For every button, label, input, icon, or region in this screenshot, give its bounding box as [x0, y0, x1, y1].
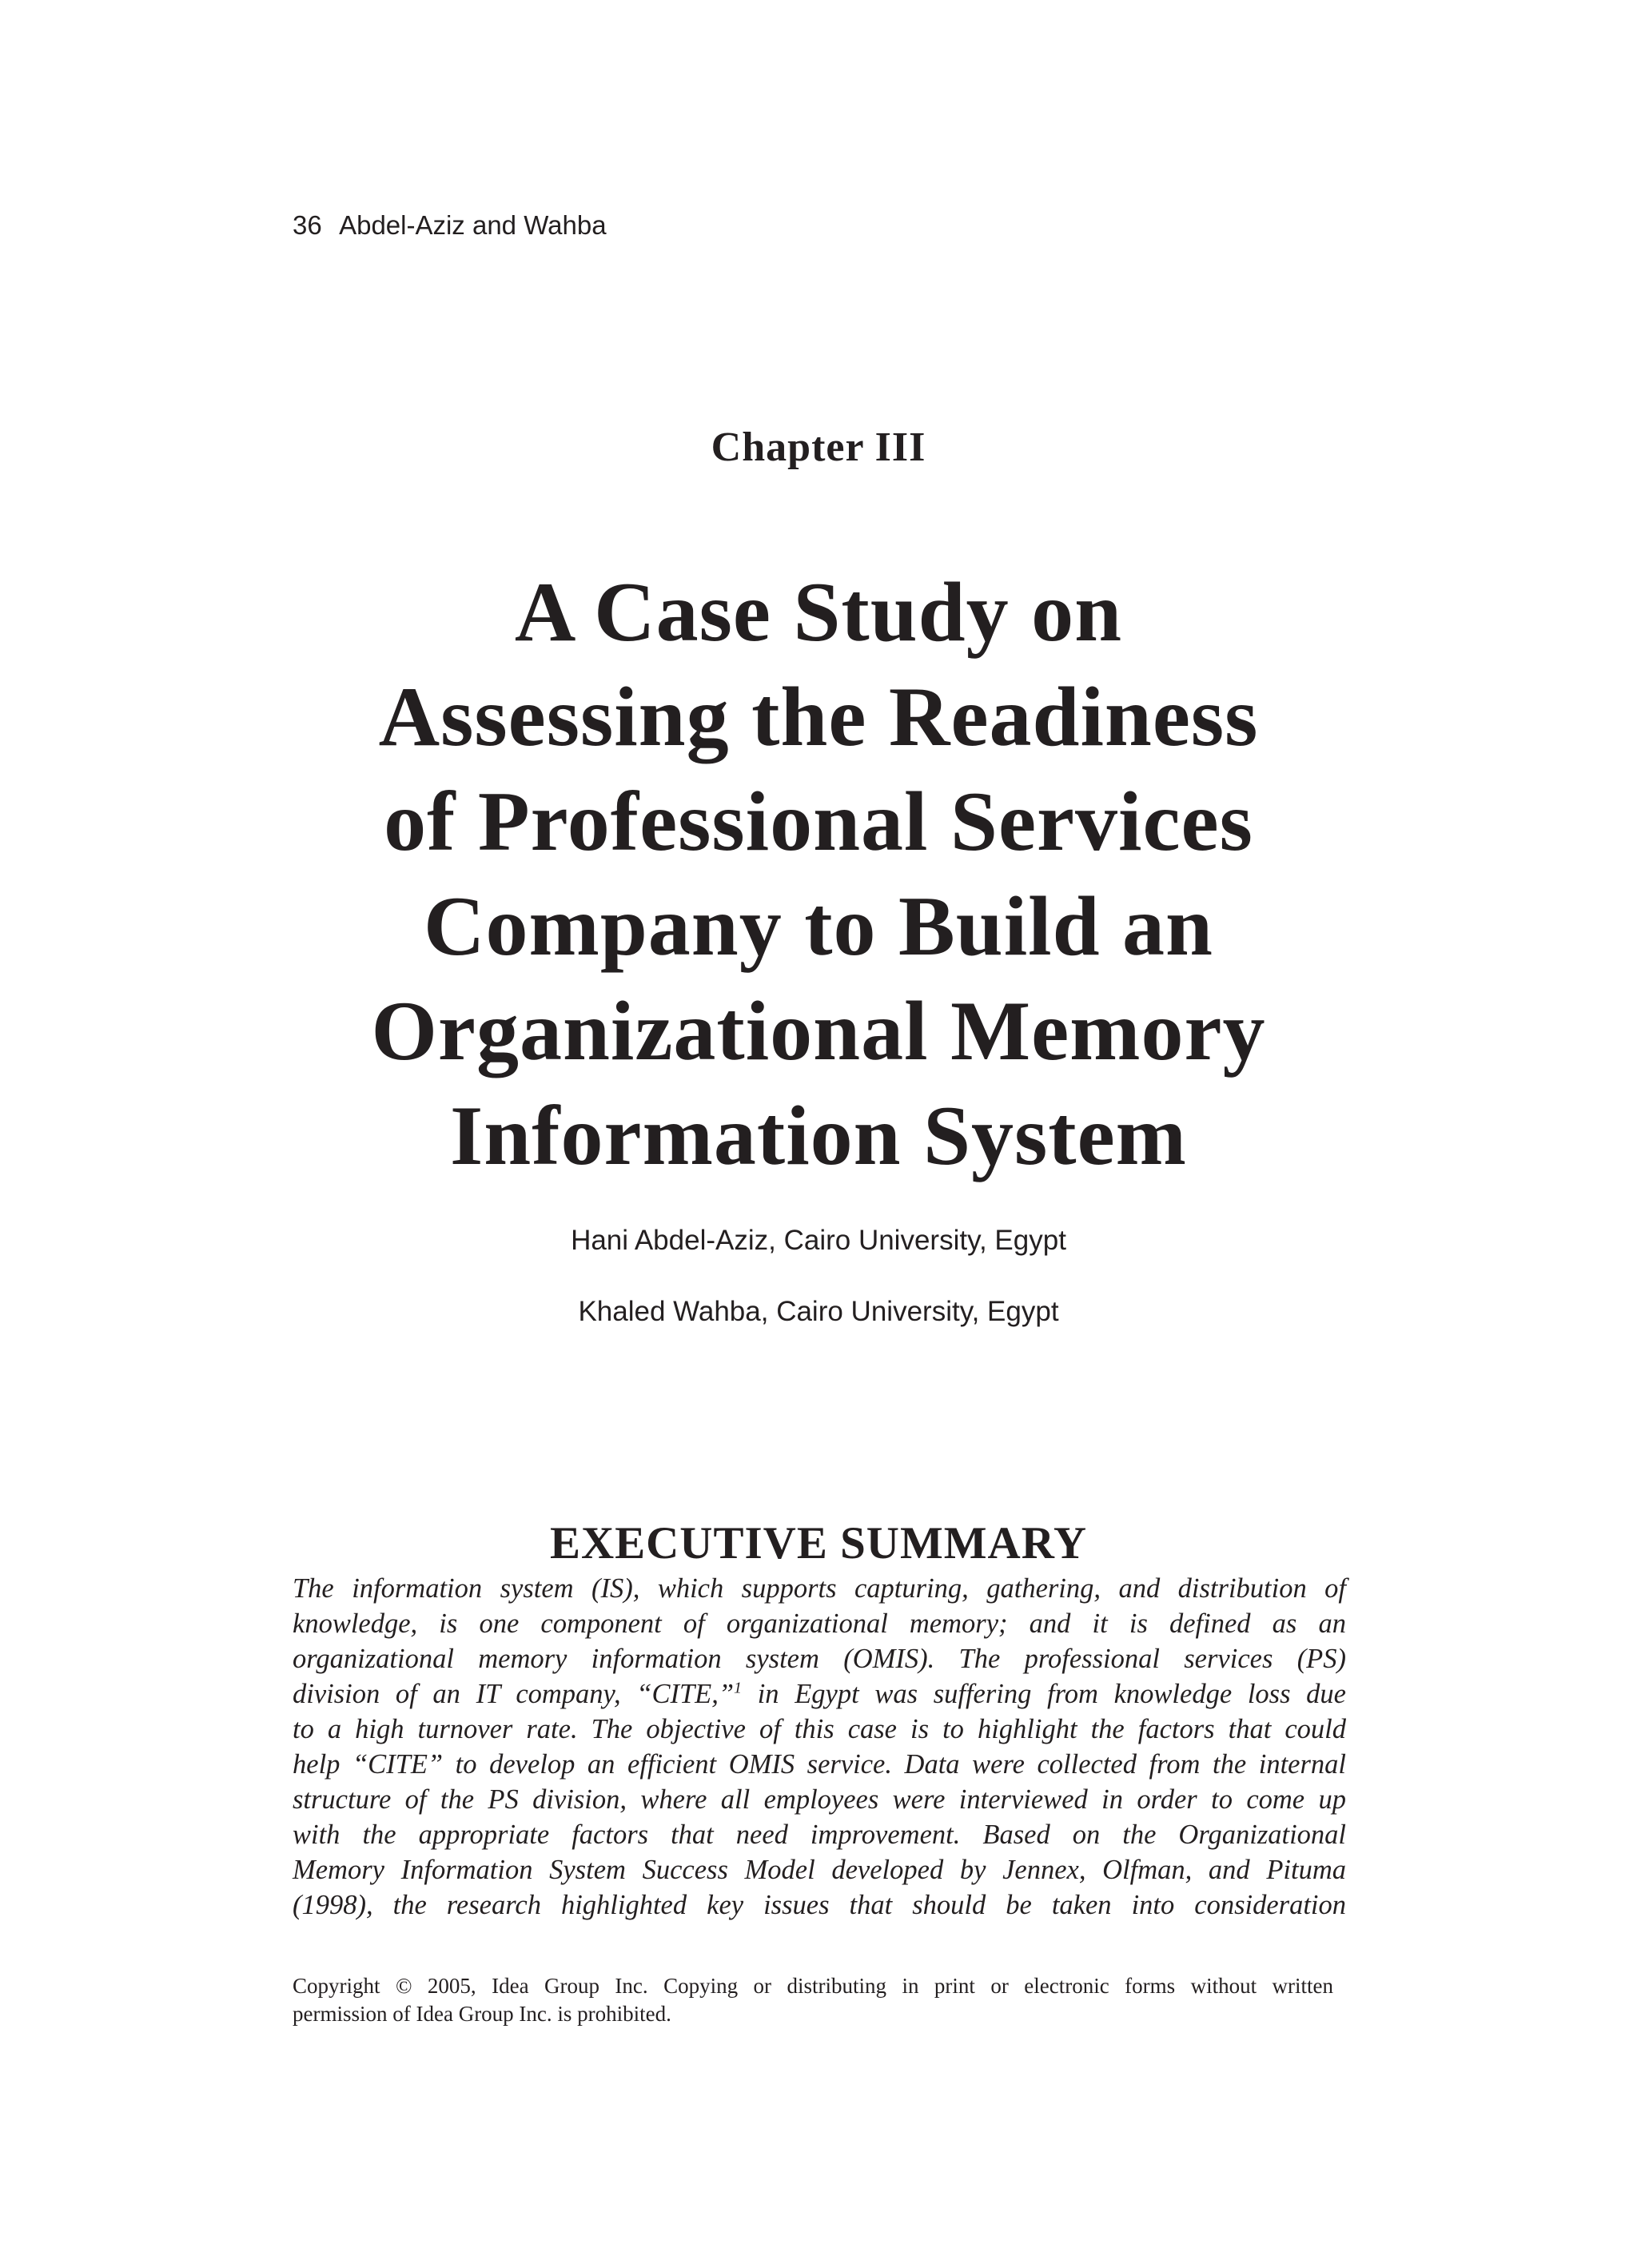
running-head-authors: Abdel-Aziz and Wahba	[339, 210, 607, 240]
page-number: 36	[293, 210, 322, 240]
chapter-title-line: Company to Build an	[423, 879, 1213, 973]
chapter-title-line: Organizational Memory	[371, 984, 1266, 1078]
summary-line: Memory Information System Success Model developed by Jennex, Olfman, and Pituma	[293, 1855, 1346, 1885]
footnote-marker[interactable]: 1	[734, 1679, 743, 1697]
author-affiliation: Khaled Wahba, Cairo University, Egypt	[578, 1296, 1059, 1327]
summary-line: help “CITE” to develop an efficient OMIS service. Data were collected from the internal	[293, 1749, 1346, 1780]
summary-line-end: in Egypt was suffering from knowledge loss due	[742, 1679, 1346, 1709]
running-head	[293, 206, 607, 245]
chapter-label: Chapter III	[711, 425, 926, 470]
summary-line: to a high turnover rate. The objective of this case is to highlight the factors that could	[293, 1714, 1346, 1744]
copyright-line: permission of Idea Group Inc. is prohibited.	[293, 2002, 671, 2026]
summary-line: (1998), the research highlighted key issues that should be taken into consideration	[293, 1890, 1346, 1920]
summary-line: structure of the PS division, where all employees were interviewed in order to come up	[293, 1784, 1346, 1815]
copyright-line: Copyright © 2005, Idea Group Inc. Copying or distributing in print or electronic forms without written	[293, 1974, 1333, 1998]
summary-line-start: division of an IT company, “CITE,”	[293, 1679, 735, 1709]
executive-summary-heading: EXECUTIVE SUMMARY	[549, 1518, 1088, 1568]
author-affiliation: Hani Abdel-Aziz, Cairo University, Egypt	[571, 1225, 1066, 1256]
chapter-title-line: of Professional Services	[384, 775, 1253, 868]
summary-line: with the appropriate factors that need improvement. Based on the Organizational	[293, 1820, 1346, 1850]
summary-line: knowledge, is one component of organizational memory; and it is defined as an	[293, 1608, 1346, 1639]
summary-line: The information system (IS), which supports capturing, gathering, and distribution of	[293, 1573, 1346, 1604]
chapter-title	[0, 560, 1637, 1188]
copyright-notice	[293, 1972, 1333, 2028]
executive-summary-text	[293, 1571, 1346, 1923]
summary-line	[293, 1676, 1346, 1712]
chapter-title-line: Information System	[450, 1089, 1187, 1182]
chapter-title-line: A Case Study on	[514, 565, 1123, 659]
summary-line: organizational memory information system (OMIS). The professional services (PS)	[293, 1644, 1346, 1674]
chapter-title-line: Assessing the Readiness	[378, 670, 1259, 763]
